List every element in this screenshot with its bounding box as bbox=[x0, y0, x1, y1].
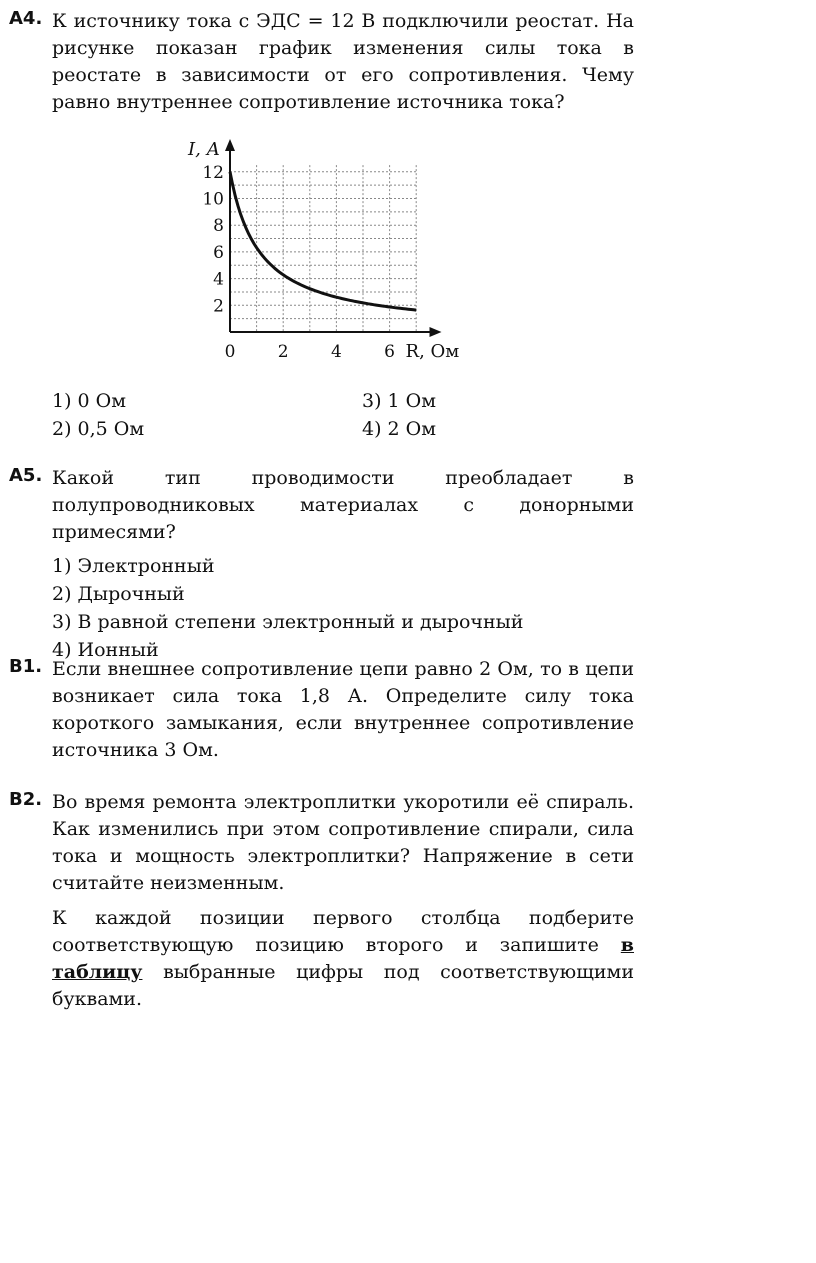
instruction-end: выбранные цифры под соответствующими буквами. bbox=[52, 961, 634, 1010]
x-axis-label: R, Ом bbox=[405, 341, 460, 360]
x-tick-label: 4 bbox=[330, 342, 342, 360]
instruction-text bbox=[52, 905, 634, 1013]
option-1[interactable]: 1) 0 Ом bbox=[52, 390, 127, 412]
x-tick-label: 6 bbox=[384, 342, 396, 360]
question-text: Какой тип проводимости преобладает в полупроводниковых материалах с донорными примесями? bbox=[52, 467, 634, 543]
option-3[interactable]: 3) В равной степени электронный и дырочный bbox=[52, 611, 524, 633]
question-a5 bbox=[9, 465, 634, 664]
x-tick-label: 0 bbox=[224, 342, 236, 360]
y-axis-arrow bbox=[225, 139, 235, 151]
option-1[interactable]: 1) Электронный bbox=[52, 555, 215, 577]
chart-ticks bbox=[202, 163, 395, 360]
y-tick-label: 10 bbox=[202, 189, 224, 210]
y-tick-label: 4 bbox=[213, 269, 224, 290]
y-tick-label: 8 bbox=[213, 216, 224, 237]
chart-axes bbox=[225, 139, 442, 337]
x-tick-label: 2 bbox=[277, 342, 289, 360]
option-2[interactable]: 2) 0,5 Ом bbox=[52, 418, 145, 440]
option-4[interactable]: 4) 2 Ом bbox=[362, 418, 437, 440]
current-curve bbox=[230, 172, 416, 310]
option-3[interactable]: 3) 1 Ом bbox=[362, 390, 437, 412]
current-vs-resistance-chart bbox=[165, 135, 465, 360]
question-b1 bbox=[9, 656, 634, 764]
question-number: B1. bbox=[9, 656, 43, 677]
question-a4 bbox=[9, 8, 634, 116]
y-tick-label: 12 bbox=[202, 162, 224, 183]
y-tick-label: 2 bbox=[213, 296, 224, 317]
question-number: B2. bbox=[9, 789, 43, 810]
option-4[interactable]: 4) Ионный bbox=[52, 639, 159, 661]
instruction-start: К каждой позиции первого столбца подберите соответствующую позицию второго и запишите bbox=[52, 907, 634, 956]
question-text: Во время ремонта электроплитки укоротили её спираль. Как изменились при этом сопротивление спирали, сила тока и мощность электроплитки? Напряжение в сети считайте неизменным. bbox=[52, 791, 634, 894]
y-tick-label: 6 bbox=[213, 242, 224, 263]
question-text: К источнику тока с ЭДС = 12 В подключили реостат. На рисунке показан график изменения силы тока в реостате в зависимости от его сопротивления. Чему равно внутреннее сопротивление источника тока? bbox=[52, 10, 634, 113]
question-text: Если внешнее сопротивление цепи равно 2 Ом, то в цепи возникает сила тока 1,8 А. Определите силу тока короткого замыкания, если внутреннее сопротивление источника 3 Ом. bbox=[52, 658, 634, 761]
table-link[interactable]: в таблицу bbox=[52, 934, 634, 983]
options-list bbox=[52, 552, 634, 664]
question-b2 bbox=[9, 789, 634, 1013]
y-axis-label: I, А bbox=[188, 139, 221, 160]
question-number: A5. bbox=[9, 465, 43, 486]
question-number: A4. bbox=[9, 8, 43, 29]
option-2[interactable]: 2) Дырочный bbox=[52, 583, 185, 605]
x-axis-arrow bbox=[430, 327, 442, 337]
